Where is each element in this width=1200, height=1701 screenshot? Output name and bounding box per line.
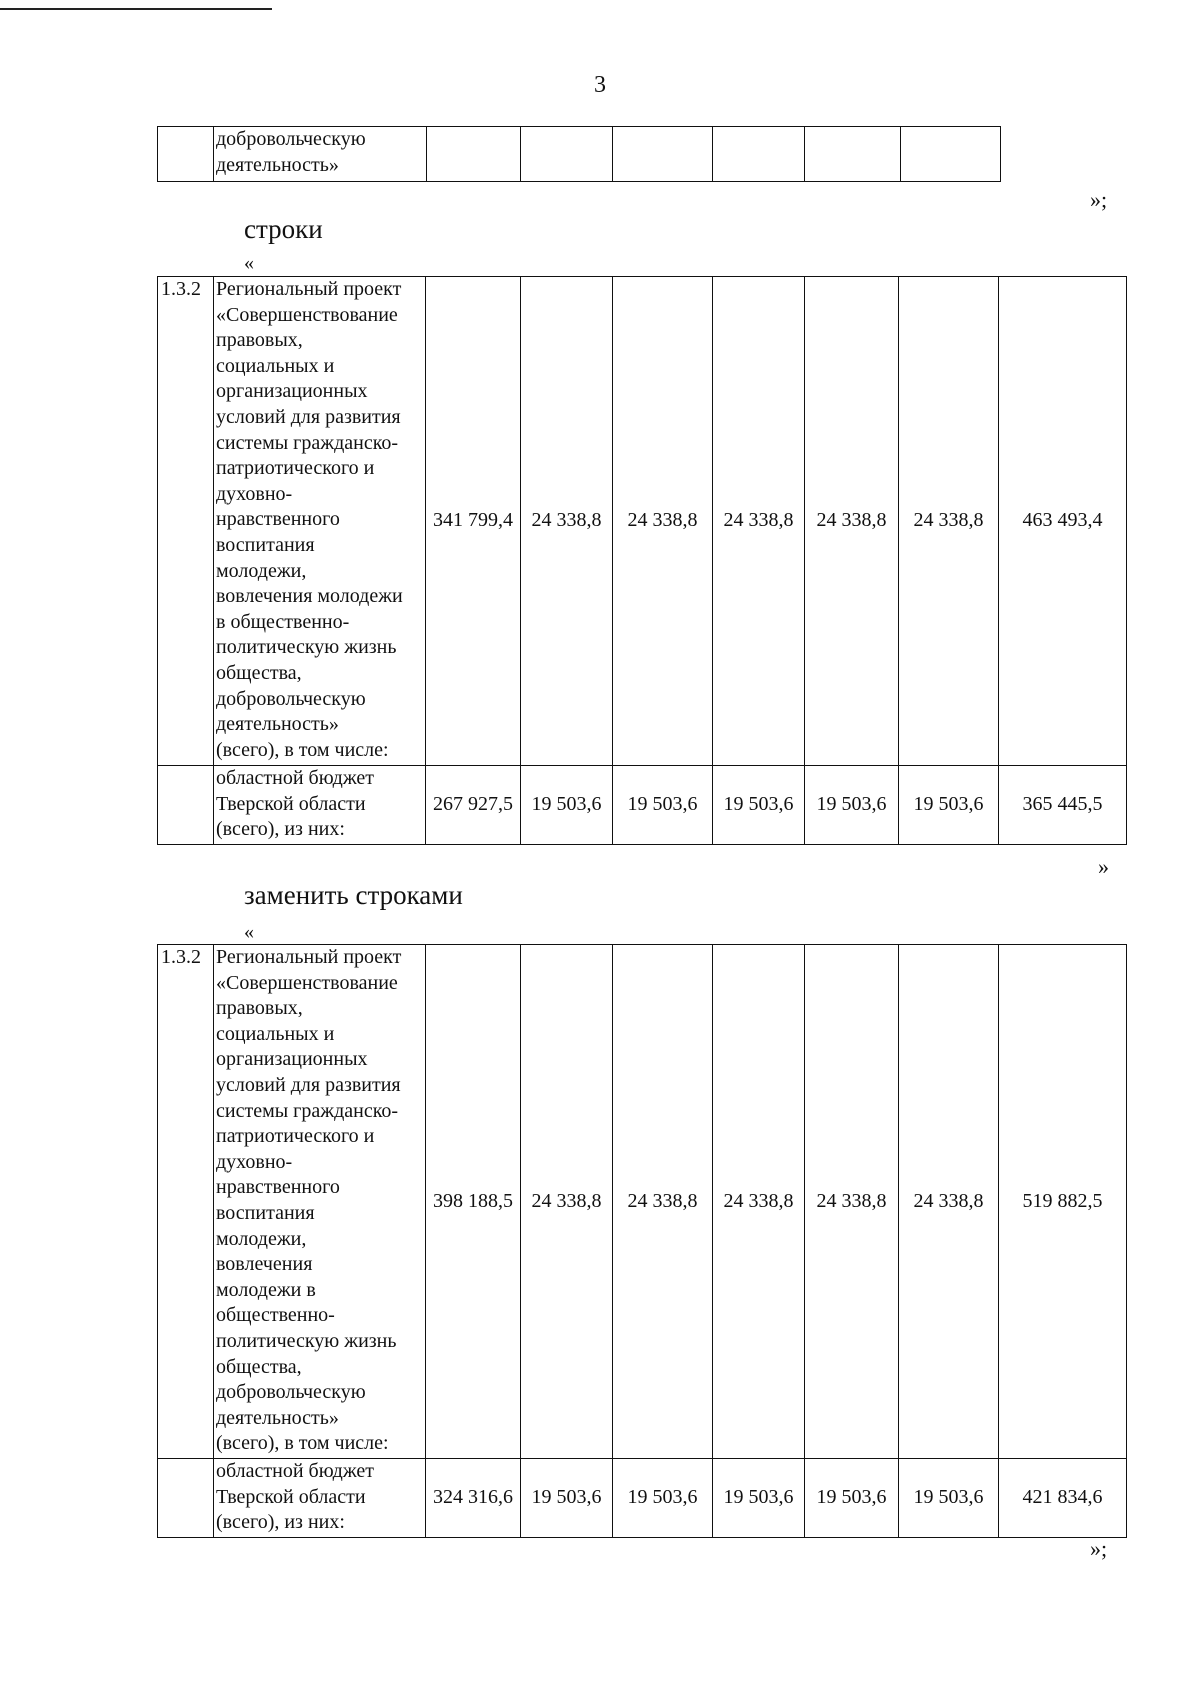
value-cell: 24 338,8 <box>713 277 805 766</box>
open-quote-mark: « <box>244 921 254 943</box>
table-new-rows <box>157 944 1127 1538</box>
total-value-cell: 365 445,5 <box>999 766 1127 845</box>
table-old-rows <box>157 276 1127 845</box>
row-description: Региональный проект «Совершенствование правовых, социальных и организационных условий для развития системы гражданско- патриотического и духовно- нравственного воспитания молодежи, вовлечения молодежи в общественно- политическую жизнь общества, добровольческую деятельность» (всего), в том числе: <box>216 946 402 1455</box>
value-cell <box>901 127 1001 182</box>
value-cell <box>713 127 805 182</box>
row-number <box>158 766 214 845</box>
row-description-cell <box>214 766 426 845</box>
table-row <box>158 766 1127 845</box>
value-cell: 24 338,8 <box>899 945 999 1459</box>
row-description: областной бюджет Тверской области (всего), из них: <box>216 1460 375 1534</box>
value-cell: 398 188,5 <box>426 945 521 1459</box>
row-description: добровольческую деятельность» <box>216 128 366 176</box>
value-cell: 24 338,8 <box>521 277 613 766</box>
open-quote-mark: « <box>244 252 254 274</box>
close-quote-mark: »; <box>1090 187 1108 212</box>
value-cell <box>613 127 713 182</box>
close-quote-mark: » <box>1098 854 1109 879</box>
row-number: 1.3.2 <box>158 945 214 1459</box>
value-cell: 24 338,8 <box>613 277 713 766</box>
row-description-cell <box>214 1459 426 1538</box>
row-description-cell <box>214 127 427 182</box>
value-cell: 267 927,5 <box>426 766 521 845</box>
value-cell: 19 503,6 <box>899 766 999 845</box>
value-cell: 24 338,8 <box>899 277 999 766</box>
total-value-cell: 421 834,6 <box>999 1459 1127 1538</box>
table-row <box>158 127 1120 182</box>
value-cell <box>427 127 521 182</box>
value-cell: 19 503,6 <box>805 1459 899 1538</box>
value-cell: 24 338,8 <box>521 945 613 1459</box>
row-description-cell <box>214 277 426 766</box>
total-value-cell: 463 493,4 <box>999 277 1127 766</box>
row-description-cell <box>214 945 426 1459</box>
value-cell: 24 338,8 <box>805 277 899 766</box>
value-cell: 19 503,6 <box>521 1459 613 1538</box>
corner-rule <box>0 8 272 10</box>
table-row <box>158 945 1127 1459</box>
value-cell: 19 503,6 <box>521 766 613 845</box>
value-cell: 24 338,8 <box>805 945 899 1459</box>
value-cell: 19 503,6 <box>713 1459 805 1538</box>
row-description: Региональный проект «Совершенствование правовых, социальных и организационных условий для развития системы гражданско- патриотического и духовно- нравственного воспитания молодежи, вовлечения молодежи в общественно- политическую жизнь общества, добровольческую деятельность» (всего), в том числе: <box>216 278 403 761</box>
row-number-cell <box>158 127 214 182</box>
table-top-fragment <box>157 126 1120 182</box>
value-cell: 341 799,4 <box>426 277 521 766</box>
heading-old-rows: строки <box>244 214 323 244</box>
row-number <box>158 1459 214 1538</box>
table-row <box>158 277 1127 766</box>
value-cell <box>805 127 901 182</box>
value-cell <box>521 127 613 182</box>
value-cell: 19 503,6 <box>805 766 899 845</box>
empty-cell <box>1001 127 1120 182</box>
heading-new-rows: заменить строками <box>244 880 463 910</box>
table-row <box>158 1459 1127 1538</box>
close-quote-mark: »; <box>1090 1536 1108 1561</box>
value-cell: 19 503,6 <box>613 1459 713 1538</box>
value-cell: 24 338,8 <box>713 945 805 1459</box>
row-number: 1.3.2 <box>158 277 214 766</box>
value-cell: 324 316,6 <box>426 1459 521 1538</box>
value-cell: 24 338,8 <box>613 945 713 1459</box>
page-number: 3 <box>594 72 606 98</box>
value-cell: 19 503,6 <box>613 766 713 845</box>
total-value-cell: 519 882,5 <box>999 945 1127 1459</box>
value-cell: 19 503,6 <box>899 1459 999 1538</box>
row-description: областной бюджет Тверской области (всего), из них: <box>216 767 375 841</box>
value-cell: 19 503,6 <box>713 766 805 845</box>
